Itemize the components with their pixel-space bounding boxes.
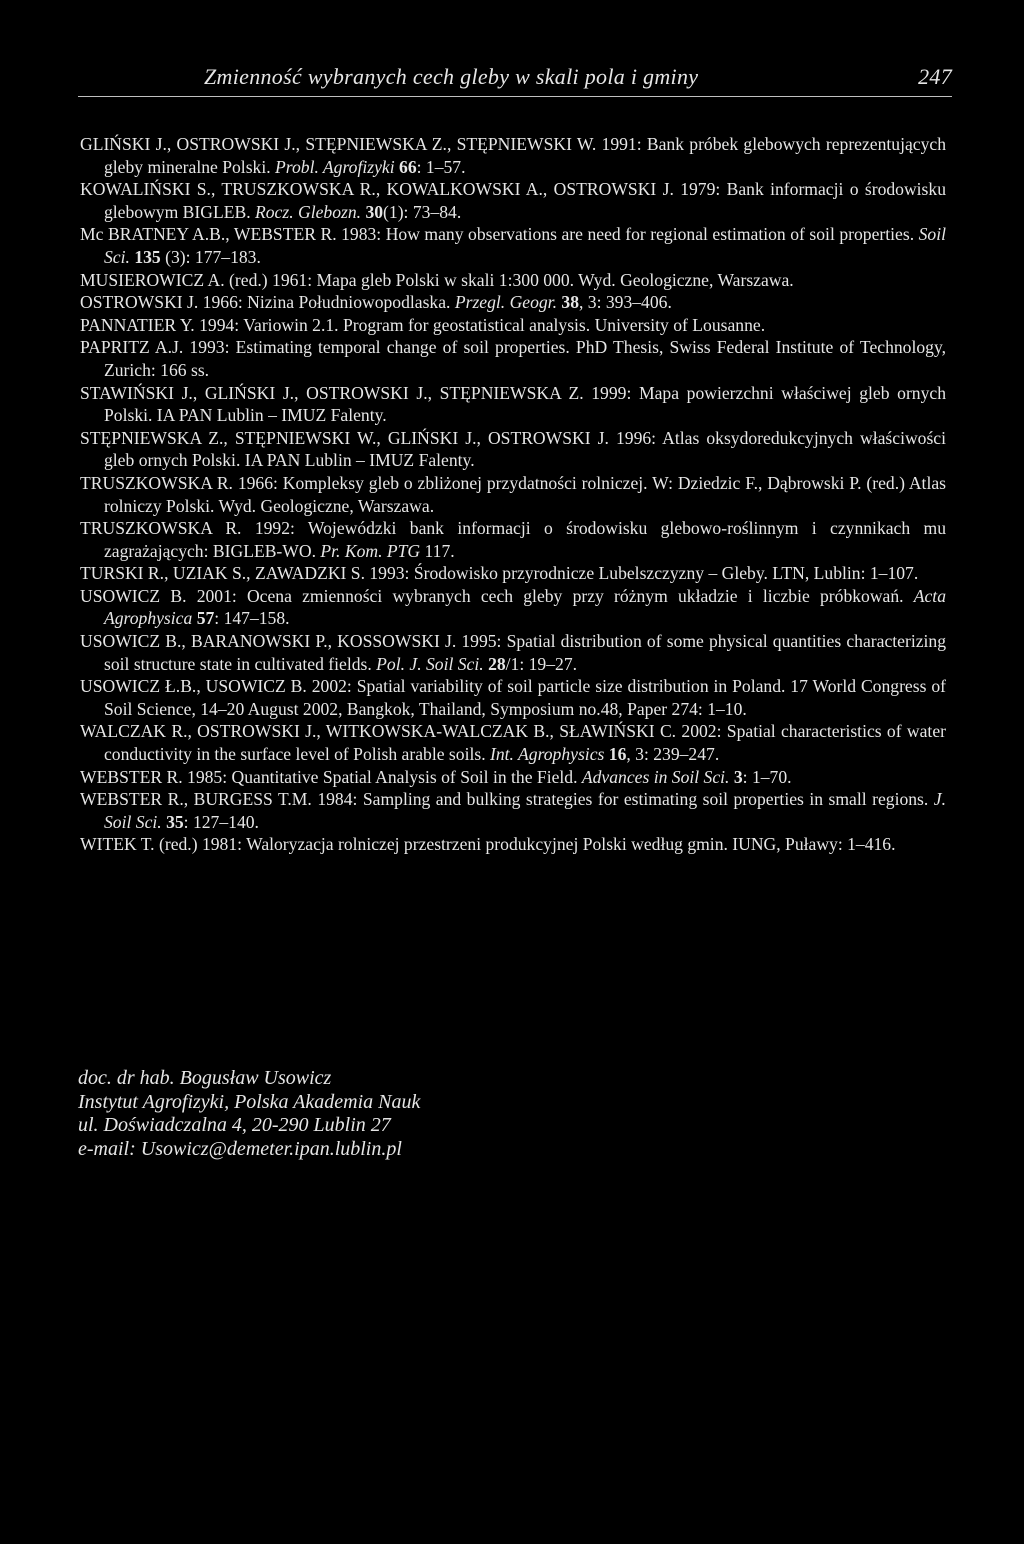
author-institute: Instytut Agrofizyki, Polska Akademia Nauk: [78, 1090, 421, 1113]
reference-volume: 57: [196, 608, 215, 629]
page-number: 247: [918, 64, 952, 89]
reference-text: TRUSZKOWSKA R. 1966: Kompleksy gleb o zbliżonej przydatności rolniczej. W: Dziedzic F., Dąbrowski P. (red.) Atlas rolniczy Polski. Wyd. Geologiczne, Warszawa.: [80, 472, 946, 516]
author-street: ul. Doświadczalna 4, 20-290 Lublin 27: [78, 1114, 391, 1136]
reference-volume: 35: [166, 811, 184, 832]
reference-journal: Soil Sci.: [104, 224, 946, 267]
reference-journal: Acta Agrophysica: [104, 585, 946, 629]
author-address: [78, 1067, 420, 1161]
reference-text: 117.: [420, 540, 455, 561]
reference-text: MUSIEROWICZ A. (red.) 1961: Mapa gleb Polski w skali 1:300 000. Wyd. Geologiczne, Warszawa.: [80, 269, 794, 290]
reference-text: STAWIŃSKI J., GLIŃSKI J., OSTROWSKI J., STĘPNIEWSKA Z. 1999: Mapa powierzchni właściwej gleb ornych Polski. IA PAN Lublin – IMUZ Falenty.: [80, 382, 946, 426]
reference-text: WITEK T. (red.) 1981: Waloryzacja rolniczej przestrzeni produkcyjnej Polski według gmin. IUNG, Puławy: 1–416.: [80, 834, 896, 855]
reference-journal: Rocz. Glebozn.: [255, 201, 362, 222]
reference-item: [80, 517, 946, 562]
reference-item: [80, 269, 946, 292]
reference-text: TRUSZKOWSKA R. 1992: Wojewódzki bank informacji o środowisku glebowo-roślinnym i czynnikach mu zagrażających: BIGLEB-WO.: [80, 518, 946, 561]
reference-text: : 127–140.: [183, 811, 259, 832]
reference-item: [80, 675, 946, 720]
reference-list: [80, 133, 946, 856]
reference-volume: 135: [134, 246, 161, 267]
reference-text: /1: 19–27.: [505, 653, 578, 674]
reference-text: (3): 177–183.: [160, 246, 261, 267]
reference-text: WALCZAK R., OSTROWSKI J., WITKOWSKA-WALCZAK B., SŁAWIŃSKI C. 2002: Spatial characteristics of water conductivity in the surface level of Polish arable soils.: [80, 721, 946, 765]
reference-item: [80, 833, 946, 856]
reference-item: [80, 472, 946, 517]
reference-item: [80, 585, 946, 630]
author-email: e-mail: Usowicz@demeter.ipan.lublin.pl: [78, 1137, 402, 1160]
reference-item: [80, 291, 946, 314]
reference-text: Mc BRATNEY A.B., WEBSTER R. 1983: How many observations are need for regional estimation of soil properties.: [80, 224, 919, 245]
reference-text: WEBSTER R., BURGESS T.M. 1984: Sampling and bulking strategies for estimating soil properties in small regions.: [80, 789, 934, 810]
reference-text: , 3: 239–247.: [626, 744, 720, 765]
author-name: doc. dr hab. Bogusław Usowicz: [78, 1067, 332, 1089]
reference-text: : 1–57.: [416, 156, 466, 177]
running-head: [78, 62, 952, 97]
reference-volume: 28: [488, 653, 506, 674]
reference-item: [80, 788, 946, 833]
reference-item: [80, 766, 946, 789]
reference-item: [80, 336, 946, 381]
reference-item: [80, 427, 946, 472]
reference-item: [80, 133, 946, 178]
reference-item: [80, 223, 946, 268]
reference-text: PANNATIER Y. 1994: Variowin 2.1. Program for geostatistical analysis. University of Lousanne.: [80, 314, 766, 335]
reference-text: , 3: 393–406.: [578, 292, 672, 313]
reference-item: [80, 562, 946, 585]
reference-journal: Pr. Kom. PTG: [320, 540, 421, 561]
reference-item: [80, 314, 946, 337]
reference-item: [80, 630, 946, 675]
reference-text: PAPRITZ A.J. 1993: Estimating temporal change of soil properties. PhD Thesis, Swiss Federal Institute of Technology, Zurich: 166 ss.: [80, 337, 946, 380]
reference-text: (1): 73–84.: [383, 201, 462, 222]
reference-volume: 3: [733, 766, 743, 787]
reference-text: : 1–70.: [742, 766, 792, 787]
reference-volume: 16: [608, 744, 627, 765]
reference-volume: 30: [365, 201, 384, 222]
reference-item: [80, 382, 946, 427]
reference-text: WEBSTER R. 1985: Quantitative Spatial Analysis of Soil in the Field.: [80, 766, 582, 787]
reference-journal: Int. Agrophysics: [490, 744, 605, 765]
reference-text: USOWICZ B. 2001: Ocena zmienności wybranych cech gleby przy różnym układzie i liczbie próbkowań.: [80, 585, 914, 606]
reference-text: GLIŃSKI J., OSTROWSKI J., STĘPNIEWSKA Z., STĘPNIEWSKI W. 1991: Bank próbek glebowych reprezentujących gleby mineralne Polski.: [80, 134, 946, 177]
reference-text: STĘPNIEWSKA Z., STĘPNIEWSKI W., GLIŃSKI J., OSTROWSKI J. 1996: Atlas oksydoredukcyjnych właściwości gleb ornych Polski. IA PAN Lublin – IMUZ Falenty.: [80, 427, 946, 471]
reference-text: USOWICZ Ł.B., USOWICZ B. 2002: Spatial variability of soil particle size distribution in Poland. 17 World Congress of Soil Science, 14–20 August 2002, Bangkok, Thailand, Symposium no.48, Paper 274: 1–10.: [80, 676, 946, 719]
reference-item: [80, 178, 946, 223]
reference-journal: Przegl. Geogr.: [454, 292, 557, 313]
reference-text: USOWICZ B., BARANOWSKI P., KOSSOWSKI J. 1995: Spatial distribution of some physical quantities characterizing soil structure state in cultivated fields.: [80, 631, 946, 674]
reference-volume: 38: [561, 292, 579, 313]
reference-journal: Probl. Agrofizyki: [275, 156, 395, 177]
reference-item: [80, 720, 946, 765]
reference-journal: Pol. J. Soil Sci.: [376, 653, 484, 674]
reference-text: OSTROWSKI J. 1966: Nizina Południowopodlaska.: [80, 292, 455, 313]
reference-journal: Advances in Soil Sci.: [581, 766, 730, 787]
reference-text: : 147–158.: [214, 608, 290, 629]
reference-text: TURSKI R., UZIAK S., ZAWADZKI S. 1993: Środowisko przyrodnicze Lubelszczyzny – Gleby. LTN, Lublin: 1–107.: [80, 563, 919, 584]
reference-volume: 66: [399, 156, 417, 177]
running-title: Zmienność wybranych cech gleby w skali pola i gminy: [204, 64, 699, 89]
reference-text: KOWALIŃSKI S., TRUSZKOWSKA R., KOWALKOWSKI A., OSTROWSKI J. 1979: Bank informacji o środowisku glebowym BIGLEB.: [80, 179, 946, 222]
reference-journal: J. Soil Sci.: [104, 789, 946, 832]
